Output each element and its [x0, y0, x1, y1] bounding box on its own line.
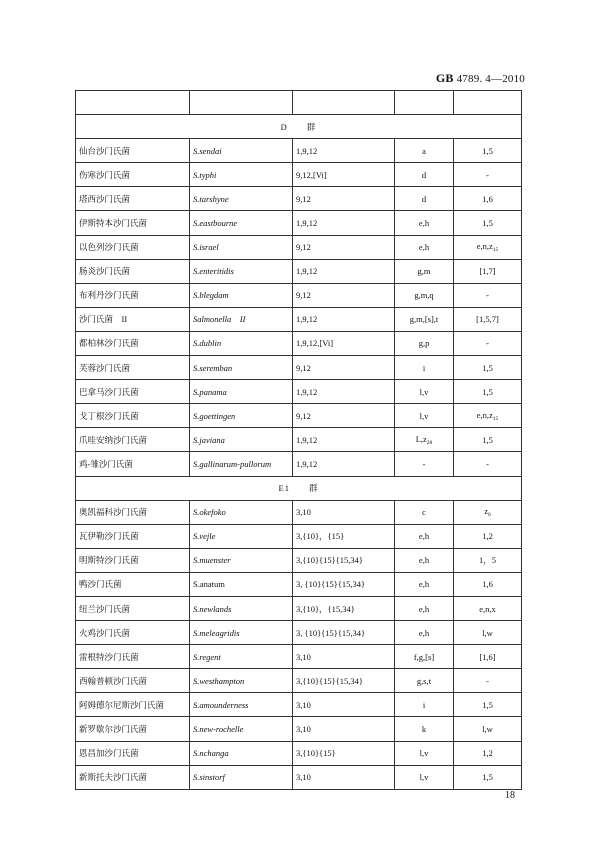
h-phase2-cell: [1,7] — [454, 259, 522, 283]
o-antigen-cell: 3,10 — [293, 693, 395, 717]
species-cell: S.panama — [190, 380, 293, 404]
o-antigen-cell: 9,12 — [293, 404, 395, 428]
h-phase1-cell: f,g,[s] — [395, 645, 454, 669]
o-antigen-cell: 9,12 — [293, 235, 395, 259]
o-antigen-cell: 1,9,12 — [293, 428, 395, 452]
h-phase2-cell: - — [454, 452, 522, 476]
h-phase1-cell: l,v — [395, 765, 454, 789]
chinese-name-cell: 明斯特沙门氏菌 — [76, 548, 190, 572]
o-antigen-cell: 1,9,12 — [293, 452, 395, 476]
o-antigen-cell: 9,12 — [293, 283, 395, 307]
species-cell: S.typhi — [190, 163, 293, 187]
chinese-name-cell: 伊斯特本沙门氏菌 — [76, 211, 190, 235]
species-cell: S.tarshyne — [190, 187, 293, 211]
chinese-name-cell: 鸡-雏沙门氏菌 — [76, 452, 190, 476]
h-phase1-cell: e,h — [395, 621, 454, 645]
o-antigen-cell: 1,9,12 — [293, 307, 395, 331]
h-phase1-cell: d — [395, 187, 454, 211]
chinese-name-cell: 雷根特沙门氏菌 — [76, 645, 190, 669]
h-phase2-cell: 1,5 — [454, 693, 522, 717]
chinese-name-cell: 伤寒沙门氏菌 — [76, 163, 190, 187]
chinese-name-cell: 肠炎沙门氏菌 — [76, 259, 190, 283]
table-row — [76, 331, 522, 355]
species-cell: S.vejle — [190, 524, 293, 548]
o-antigen-cell: 3, {10}{15}{15,34} — [293, 572, 395, 596]
species-cell: S.eastbourne — [190, 211, 293, 235]
table-row — [76, 741, 522, 765]
species-cell: S.enteritidis — [190, 259, 293, 283]
o-antigen-cell: 3,{10}{15}{15,34} — [293, 548, 395, 572]
chinese-name-cell: 西翰普顿沙门氏菌 — [76, 669, 190, 693]
o-antigen-cell: 9,12 — [293, 356, 395, 380]
page-header — [436, 71, 525, 86]
species-cell: S.muenster — [190, 548, 293, 572]
o-antigen-cell: 9,12,[Vi] — [293, 163, 395, 187]
o-antigen-cell: 1,9,12 — [293, 211, 395, 235]
h-phase1-cell: l,v — [395, 741, 454, 765]
o-antigen-cell: 1,9,12,[Vi] — [293, 331, 395, 355]
table-row — [76, 645, 522, 669]
h-phase1-cell: i — [395, 693, 454, 717]
species-cell: S.gallinarum-pullorum — [190, 452, 293, 476]
table-row — [76, 139, 522, 163]
table-row — [76, 404, 522, 428]
o-antigen-cell: 3,{10}，{15} — [293, 524, 395, 548]
o-antigen-cell: 3,{10}{15}{15,34} — [293, 669, 395, 693]
o-antigen-cell: 3,10 — [293, 717, 395, 741]
table-row — [76, 307, 522, 331]
chinese-name-cell: 奥凯福科沙门氏菌 — [76, 500, 190, 524]
chinese-name-cell: 都柏林沙门氏菌 — [76, 331, 190, 355]
h-phase2-cell: - — [454, 669, 522, 693]
h-phase1-cell: a — [395, 139, 454, 163]
species-cell: Salmonella II — [190, 307, 293, 331]
chinese-name-cell: 巴拿马沙门氏菌 — [76, 380, 190, 404]
chinese-name-cell: 火鸡沙门氏菌 — [76, 621, 190, 645]
table-row — [76, 717, 522, 741]
chinese-name-cell: 芙蓉沙门氏菌 — [76, 356, 190, 380]
o-antigen-cell: 3,10 — [293, 500, 395, 524]
species-cell: S.seremban — [190, 356, 293, 380]
h-phase2-cell: e,n,x — [454, 596, 522, 620]
h-phase1-cell: d — [395, 163, 454, 187]
table-row — [76, 572, 522, 596]
h-phase1-cell: $L,z_{28}$ — [395, 428, 454, 452]
header-spacer-row — [76, 91, 522, 115]
h-phase1-cell: g,m — [395, 259, 454, 283]
h-phase1-cell: e,h — [395, 548, 454, 572]
h-phase2-cell: 1,2 — [454, 741, 522, 765]
h-phase2-cell: 1，5 — [454, 548, 522, 572]
chinese-name-cell: 爪哇安纳沙门氏菌 — [76, 428, 190, 452]
o-antigen-cell: 1,9,12 — [293, 259, 395, 283]
species-cell: S.sendai — [190, 139, 293, 163]
species-cell: S.newlands — [190, 596, 293, 620]
chinese-name-cell: 以色列沙门氏菌 — [76, 235, 190, 259]
h-phase2-cell: 1,5 — [454, 139, 522, 163]
table-row — [76, 187, 522, 211]
table-row — [76, 163, 522, 187]
salmonella-antigen-table — [75, 90, 522, 790]
h-phase2-cell: 1,6 — [454, 187, 522, 211]
table-row — [76, 693, 522, 717]
h-phase2-cell: $e,n,z_{15}$ — [454, 235, 522, 259]
page-number: 18 — [505, 790, 515, 801]
h-phase1-cell: l,v — [395, 404, 454, 428]
table-row — [76, 500, 522, 524]
chinese-name-cell: 鸭沙门氏菌 — [76, 572, 190, 596]
h-phase2-cell: 1,6 — [454, 572, 522, 596]
h-phase1-cell: e,h — [395, 524, 454, 548]
h-phase1-cell: e,h — [395, 572, 454, 596]
h-phase2-cell: - — [454, 283, 522, 307]
table-row — [76, 283, 522, 307]
group-header-row — [76, 115, 522, 139]
chinese-name-cell: 新罗歇尔沙门氏菌 — [76, 717, 190, 741]
species-cell: S.javiana — [190, 428, 293, 452]
species-cell: S.sinstorf — [190, 765, 293, 789]
standard-number: 4789. 4—2010 — [456, 73, 525, 85]
group-header-row — [76, 476, 522, 500]
h-phase2-cell: - — [454, 331, 522, 355]
h-phase1-cell: g,m,q — [395, 283, 454, 307]
species-cell: S.anatum — [190, 572, 293, 596]
h-phase2-cell: 1,5 — [454, 356, 522, 380]
table-body — [76, 91, 522, 790]
h-phase2-cell: [1,5,7] — [454, 307, 522, 331]
group-title: E1 群 — [76, 476, 522, 500]
h-phase1-cell: i — [395, 356, 454, 380]
standard-code: GB — [435, 71, 454, 85]
h-phase1-cell: e,h — [395, 596, 454, 620]
o-antigen-cell: 3, {10}{15}{15,34} — [293, 621, 395, 645]
group-title: D 群 — [76, 115, 522, 139]
o-antigen-cell: 1,9,12 — [293, 380, 395, 404]
species-cell: S.westhampton — [190, 669, 293, 693]
h-phase2-cell: $e,n,z_{15}$ — [454, 404, 522, 428]
h-phase1-cell: g,p — [395, 331, 454, 355]
table-row — [76, 259, 522, 283]
chinese-name-cell: 布利丹沙门氏菌 — [76, 283, 190, 307]
h-phase2-cell: [1,6] — [454, 645, 522, 669]
h-phase2-cell: 1,5 — [454, 765, 522, 789]
species-cell: S.regent — [190, 645, 293, 669]
table-row — [76, 621, 522, 645]
o-antigen-cell: 3,10 — [293, 645, 395, 669]
table-row — [76, 452, 522, 476]
h-phase1-cell: c — [395, 500, 454, 524]
h-phase1-cell: g,m,[s],t — [395, 307, 454, 331]
h-phase2-cell: 1,2 — [454, 524, 522, 548]
species-cell: S.israel — [190, 235, 293, 259]
chinese-name-cell: 新斯托夫沙门氏菌 — [76, 765, 190, 789]
chinese-name-cell: 瓦伊勒沙门氏菌 — [76, 524, 190, 548]
table-row — [76, 356, 522, 380]
species-cell: S.blegdam — [190, 283, 293, 307]
h-phase2-cell: l,w — [454, 717, 522, 741]
h-phase2-cell: l,w — [454, 621, 522, 645]
chinese-name-cell: 纽兰沙门氏菌 — [76, 596, 190, 620]
o-antigen-cell: 1,9,12 — [293, 139, 395, 163]
chinese-name-cell: 沙门氏菌 II — [76, 307, 190, 331]
table-row — [76, 428, 522, 452]
h-phase2-cell: 1,5 — [454, 380, 522, 404]
table-row — [76, 211, 522, 235]
o-antigen-cell: 9,12 — [293, 187, 395, 211]
table-row — [76, 524, 522, 548]
h-phase1-cell: k — [395, 717, 454, 741]
species-cell: S.new-rochelle — [190, 717, 293, 741]
species-cell: S.dublin — [190, 331, 293, 355]
table-row — [76, 380, 522, 404]
chinese-name-cell: 阿姆德尔尼斯沙门氏菌 — [76, 693, 190, 717]
species-cell: S.okefoko — [190, 500, 293, 524]
table-row — [76, 548, 522, 572]
h-phase2-cell: - — [454, 163, 522, 187]
o-antigen-cell: 3,10 — [293, 765, 395, 789]
chinese-name-cell: 仙台沙门氏菌 — [76, 139, 190, 163]
h-phase1-cell: e,h — [395, 211, 454, 235]
species-cell: S.goettingen — [190, 404, 293, 428]
h-phase2-cell: $z_6$ — [454, 500, 522, 524]
table-row — [76, 669, 522, 693]
o-antigen-cell: 3,{10}，{15,34} — [293, 596, 395, 620]
table-row — [76, 596, 522, 620]
species-cell: S.nchanga — [190, 741, 293, 765]
h-phase1-cell: g,s,t — [395, 669, 454, 693]
chinese-name-cell: 戈丁根沙门氏菌 — [76, 404, 190, 428]
species-cell: S.amounderness — [190, 693, 293, 717]
h-phase1-cell: - — [395, 452, 454, 476]
h-phase2-cell: 1,5 — [454, 428, 522, 452]
table-row — [76, 765, 522, 789]
chinese-name-cell: 塔西沙门氏菌 — [76, 187, 190, 211]
chinese-name-cell: 恩昌加沙门氏菌 — [76, 741, 190, 765]
h-phase1-cell: l,v — [395, 380, 454, 404]
species-cell: S.meleagridis — [190, 621, 293, 645]
o-antigen-cell: 3,{10}{15} — [293, 741, 395, 765]
h-phase2-cell: 1,5 — [454, 211, 522, 235]
h-phase1-cell: e,h — [395, 235, 454, 259]
table-row — [76, 235, 522, 259]
